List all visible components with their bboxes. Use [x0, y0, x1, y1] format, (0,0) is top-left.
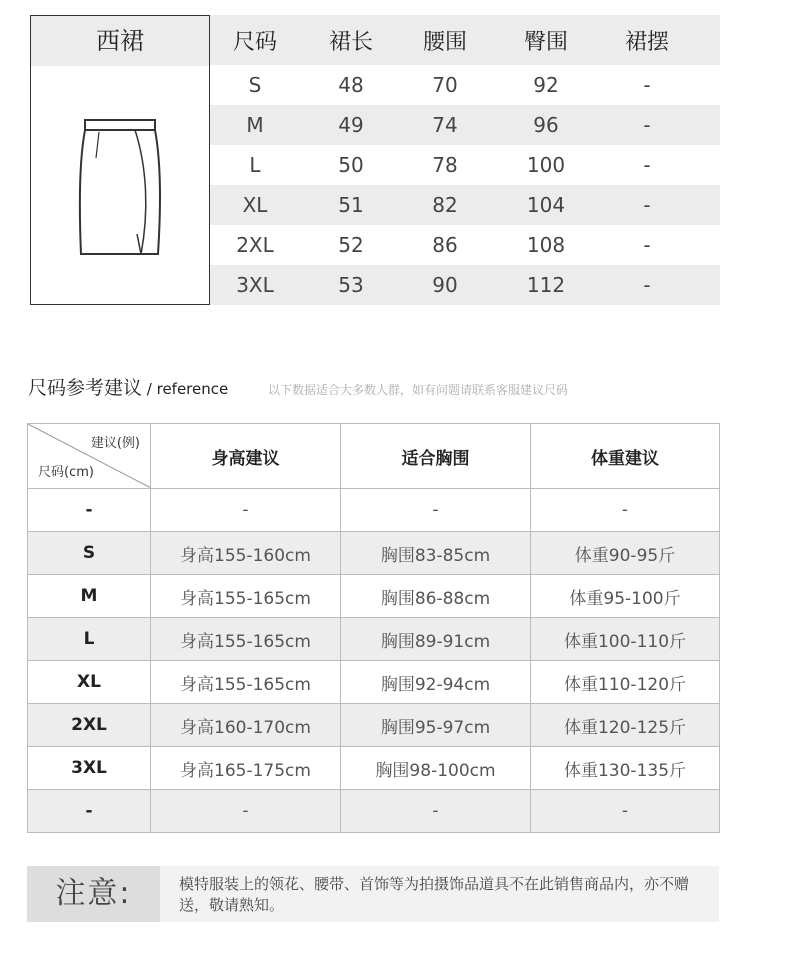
header-height: 身高建议 [151, 424, 341, 489]
cell: 体重120-125斤 [531, 704, 720, 747]
cell: 49 [338, 113, 364, 137]
cell: 胸围89-91cm [341, 618, 531, 661]
cell: - [643, 233, 651, 257]
table-row [210, 265, 720, 305]
table-row [28, 618, 720, 661]
cell: - [341, 790, 531, 833]
cell: S [28, 532, 151, 575]
table-row [28, 704, 720, 747]
table-row [210, 65, 720, 105]
cell: 52 [338, 233, 364, 257]
cell: 身高155-165cm [151, 661, 341, 704]
header-weight: 体重建议 [531, 424, 720, 489]
cell: L [28, 618, 151, 661]
cell: 100 [526, 153, 566, 177]
cell: - [643, 73, 651, 97]
reference-heading [28, 373, 228, 400]
corner-label-size: 尺码(cm) [38, 465, 94, 480]
cell: 身高165-175cm [151, 747, 341, 790]
cell: - [28, 790, 151, 833]
cell: 胸围86-88cm [341, 575, 531, 618]
cell: 70 [432, 73, 458, 97]
table-row [28, 790, 720, 833]
table-row [28, 489, 720, 532]
size-chart [30, 15, 720, 305]
table-row [28, 661, 720, 704]
cell: - [643, 153, 651, 177]
notice-label: 注意: [27, 866, 160, 922]
cell: 48 [338, 73, 364, 97]
reference-title-en: / reference [142, 380, 229, 398]
cell: - [151, 489, 341, 532]
cell: 身高155-165cm [151, 618, 341, 661]
cell: XL [242, 193, 268, 217]
table-row [28, 747, 720, 790]
reference-table [27, 423, 720, 833]
cell: 2XL [236, 233, 274, 257]
cell: 96 [533, 113, 559, 137]
cell: 体重95-100斤 [531, 575, 720, 618]
cell: - [341, 489, 531, 532]
table-row [28, 575, 720, 618]
header-length: 裙长 [328, 29, 373, 55]
header-hip: 臀围 [523, 29, 568, 55]
cell: M [28, 575, 151, 618]
cell: - [28, 489, 151, 532]
cell: 体重90-95斤 [531, 532, 720, 575]
product-panel [30, 15, 210, 305]
header-size: 尺码 [232, 29, 277, 55]
cell: - [531, 489, 720, 532]
cell: 50 [338, 153, 364, 177]
cell: 51 [338, 193, 364, 217]
cell: - [643, 273, 651, 297]
cell: 体重130-135斤 [531, 747, 720, 790]
cell: 身高155-160cm [151, 532, 341, 575]
cell: 身高160-170cm [151, 704, 341, 747]
cell: 3XL [28, 747, 151, 790]
corner-cell [28, 424, 151, 489]
cell: 3XL [236, 273, 274, 297]
cell: 86 [432, 233, 458, 257]
reference-note: 以下数据适合大多数人群，如有问题请联系客服建议尺码 [268, 383, 569, 397]
cell: - [643, 193, 651, 217]
cell: 胸围98-100cm [341, 747, 531, 790]
cell: 2XL [28, 704, 151, 747]
notice-text: 模特服装上的领花、腰带、首饰等为拍摄饰品道具不在此销售商品内，亦不赠送，敬请熟知。 [179, 875, 690, 914]
product-label: 西裙 [31, 16, 209, 66]
cell: 体重110-120斤 [531, 661, 720, 704]
header-bust: 适合胸围 [341, 424, 531, 489]
reference-header-row [28, 424, 720, 489]
header-waist: 腰围 [422, 29, 467, 55]
cell: L [249, 153, 261, 177]
header-hem: 裙摆 [624, 29, 669, 55]
cell: 体重100-110斤 [531, 618, 720, 661]
cell: 身高155-165cm [151, 575, 341, 618]
cell: XL [28, 661, 151, 704]
notice-box [27, 866, 719, 922]
size-grid [210, 15, 720, 305]
table-row [210, 105, 720, 145]
cell: - [531, 790, 720, 833]
size-header-row [210, 15, 720, 65]
cell: M [246, 113, 264, 137]
cell: 78 [432, 153, 458, 177]
cell: 82 [432, 193, 458, 217]
cell: 90 [432, 273, 458, 297]
cell: 74 [432, 113, 458, 137]
cell: 胸围83-85cm [341, 532, 531, 575]
table-row [28, 532, 720, 575]
cell: 108 [526, 233, 566, 257]
table-row [210, 185, 720, 225]
cell: - [643, 113, 651, 137]
cell: 92 [533, 73, 559, 97]
cell: 104 [526, 193, 566, 217]
corner-label-suggestion: 建议(例) [90, 436, 140, 451]
cell: 112 [526, 273, 566, 297]
cell: - [151, 790, 341, 833]
cell: S [248, 73, 262, 97]
cell: 胸围95-97cm [341, 704, 531, 747]
table-row [210, 225, 720, 265]
reference-title: 尺码参考建议 [28, 377, 143, 399]
cell: 胸围92-94cm [341, 661, 531, 704]
cell: 53 [338, 273, 364, 297]
table-row [210, 145, 720, 185]
skirt-icon [75, 112, 165, 262]
